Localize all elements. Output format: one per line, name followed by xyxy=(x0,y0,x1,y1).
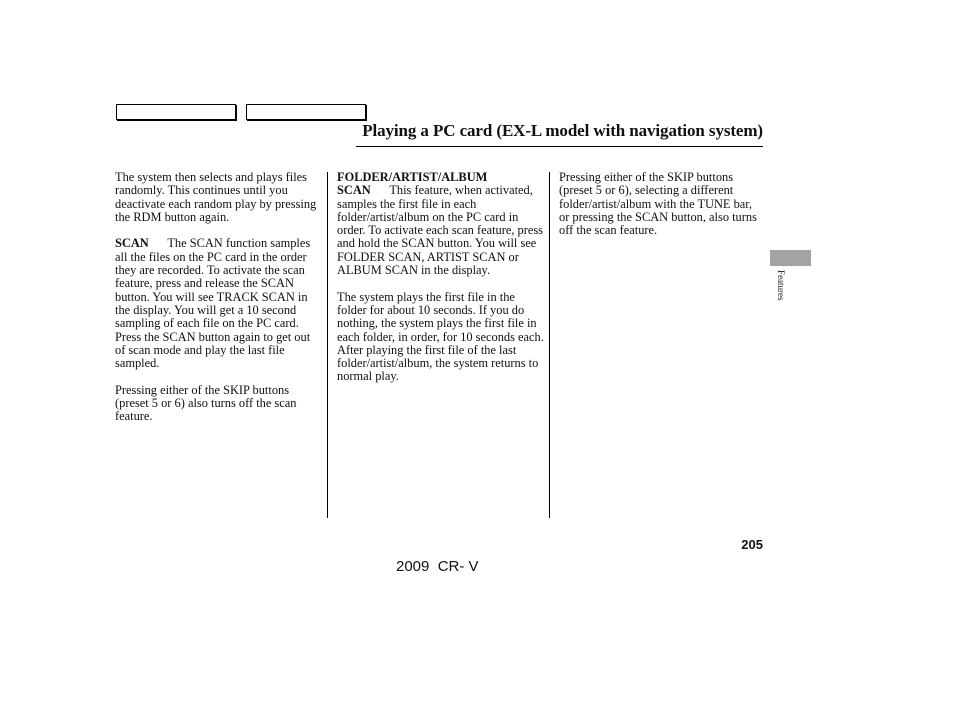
folder-scan-body: This feature, when activated, samples the first file in each folder/artist/album on the PC card in order. To activate each scan feature, press and hold the SCAN button. You will see FOLDER SCAN, ARTIST SCAN or ALBUM SCAN in the display. xyxy=(337,183,543,278)
folder-play-paragraph: The system plays the first file in the folder for about 10 seconds. If you do nothing, the system plays the first file in each folder, in order, for 10 seconds each. After playing the first file of the last folder/artist/album, the system returns to normal play. xyxy=(337,289,544,384)
scan-heading: SCAN xyxy=(115,236,149,251)
title-underline xyxy=(356,146,763,147)
model-footer: 2009 CR- V xyxy=(396,558,479,575)
text-column-2 xyxy=(337,171,545,397)
folder-scan-heading: FOLDER/ARTIST/ALBUM SCAN xyxy=(337,170,488,198)
text-column-3 xyxy=(559,171,759,251)
main-menu-button[interactable] xyxy=(116,104,236,120)
scan-paragraph xyxy=(115,237,323,370)
scan-off-paragraph: Pressing either of the SKIP buttons (preset 5 or 6), selecting a different folder/artist/album with the TUNE bar, or pressing the SCAN button, also turns off the scan feature. xyxy=(559,170,757,238)
folder-scan-paragraph xyxy=(337,171,545,277)
index-button[interactable] xyxy=(246,104,366,120)
section-label: Features xyxy=(776,270,786,301)
column-divider xyxy=(549,172,550,518)
column-divider xyxy=(327,172,328,518)
page-title: Playing a PC card (EX-L model with navigation system) xyxy=(362,121,763,140)
text-column-1 xyxy=(115,171,323,437)
scan-body: The SCAN function samples all the files on the PC card in the order they are recorded. To activate the scan feature, press and release the SCAN button. You will see TRACK SCAN in the display. You will get a 10 second sampling of each file on the PC card. Press the SCAN button again to get out of scan mode and play the last file sampled. xyxy=(115,236,311,371)
section-tab xyxy=(770,250,811,266)
page-number: 205 xyxy=(741,537,763,552)
random-play-paragraph: The system then selects and plays files randomly. This continues until you deactivate each random play by pressing the RDM button again. xyxy=(115,170,317,224)
skip-paragraph: Pressing either of the SKIP buttons (preset 5 or 6) also turns off the scan feature. xyxy=(115,382,297,424)
